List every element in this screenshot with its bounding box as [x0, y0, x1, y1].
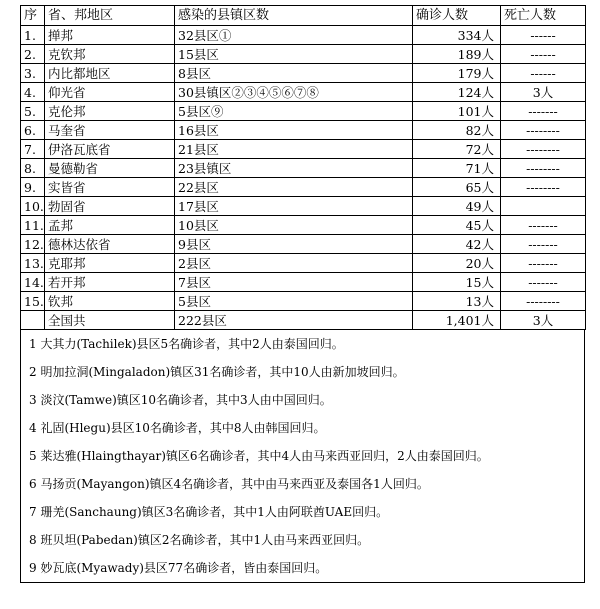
table-row — [21, 178, 586, 197]
row-deaths: ------ — [501, 26, 586, 45]
row-counties: 7县区 — [175, 273, 413, 292]
footnote: 2 明加拉洞(Mingaladon)镇区31名确诊者，其中10人由新加坡回归。 — [29, 365, 405, 379]
row-counties: 21县区 — [175, 140, 413, 159]
row-confirmed: 82人 — [413, 121, 501, 140]
row-index: 7. — [21, 140, 45, 159]
table-row — [21, 235, 586, 254]
row-confirmed: 15人 — [413, 273, 501, 292]
row-confirmed: 72人 — [413, 140, 501, 159]
footnote: 7 珊羌(Sanchaung)镇区3名确诊者，其中1人由阿联酋UAE回归。 — [29, 505, 389, 519]
row-confirmed: 189人 — [413, 45, 501, 64]
row-region: 实皆省 — [45, 178, 175, 197]
row-region: 若开邦 — [45, 273, 175, 292]
row-index: 14. — [21, 273, 45, 292]
table-row — [21, 197, 586, 216]
row-region: 德林达依省 — [45, 235, 175, 254]
row-index: 8. — [21, 159, 45, 178]
row-region: 曼德勒省 — [45, 159, 175, 178]
row-confirmed: 45人 — [413, 216, 501, 235]
cases-table — [20, 5, 586, 330]
row-counties: 5县区 — [175, 292, 413, 311]
total-deaths: 3人 — [501, 311, 586, 330]
footnote: 4 礼固(Hlegu)县区10名确诊者，其中8人由韩国回归。 — [29, 421, 326, 435]
table-row — [21, 45, 586, 64]
row-region: 克耶邦 — [45, 254, 175, 273]
row-index: 6. — [21, 121, 45, 140]
table-row — [21, 254, 586, 273]
row-confirmed: 334人 — [413, 26, 501, 45]
row-confirmed: 124人 — [413, 83, 501, 102]
row-deaths: -------- — [501, 292, 586, 311]
table-row — [21, 159, 586, 178]
row-counties: 16县区 — [175, 121, 413, 140]
table-row — [21, 140, 586, 159]
row-counties: 22县区 — [175, 178, 413, 197]
table-row — [21, 216, 586, 235]
row-counties: 30县镇区②③④⑤⑥⑦⑧ — [175, 83, 413, 102]
row-confirmed: 49人 — [413, 197, 501, 216]
row-deaths: ------ — [501, 45, 586, 64]
row-deaths — [501, 197, 586, 216]
row-region: 马奎省 — [45, 121, 175, 140]
total-index — [21, 311, 45, 330]
row-region: 钦邦 — [45, 292, 175, 311]
row-counties: 8县区 — [175, 64, 413, 83]
row-index: 9. — [21, 178, 45, 197]
row-deaths: ------- — [501, 235, 586, 254]
row-confirmed: 71人 — [413, 159, 501, 178]
row-counties: 17县区 — [175, 197, 413, 216]
row-region: 孟邦 — [45, 216, 175, 235]
row-confirmed: 179人 — [413, 64, 501, 83]
header-index: 序 — [21, 6, 45, 26]
header-region: 省、邦地区 — [45, 6, 175, 26]
row-deaths: -------- — [501, 159, 586, 178]
footnote: 8 班贝坦(Pabedan)镇区2名确诊者，其中1人由马来西亚回归。 — [29, 533, 370, 547]
table-row — [21, 64, 586, 83]
row-region: 掸邦 — [45, 26, 175, 45]
total-confirmed: 1,401人 — [413, 311, 501, 330]
row-index: 1. — [21, 26, 45, 45]
header-confirmed: 确诊人数 — [413, 6, 501, 26]
total-label: 全国共 — [45, 311, 175, 330]
row-confirmed: 65人 — [413, 178, 501, 197]
row-deaths: -------- — [501, 140, 586, 159]
row-counties: 9县区 — [175, 235, 413, 254]
row-region: 伊洛瓦底省 — [45, 140, 175, 159]
table-row — [21, 121, 586, 140]
footnote: 9 妙瓦底(Myawady)县区77名确诊者，皆由泰国回归。 — [29, 561, 328, 575]
row-confirmed: 13人 — [413, 292, 501, 311]
document — [20, 5, 585, 583]
row-confirmed: 20人 — [413, 254, 501, 273]
row-deaths: ------- — [501, 273, 586, 292]
total-counties: 222县区 — [175, 311, 413, 330]
row-deaths: ------- — [501, 102, 586, 121]
row-index: 12. — [21, 235, 45, 254]
row-deaths: -------- — [501, 178, 586, 197]
table-header-row — [21, 6, 586, 26]
row-deaths: ------- — [501, 216, 586, 235]
row-counties: 5县区⑨ — [175, 102, 413, 121]
total-row — [21, 311, 586, 330]
row-index: 10. — [21, 197, 45, 216]
row-index: 11. — [21, 216, 45, 235]
row-confirmed: 42人 — [413, 235, 501, 254]
row-counties: 2县区 — [175, 254, 413, 273]
row-counties: 23县镇区 — [175, 159, 413, 178]
row-region: 勃固省 — [45, 197, 175, 216]
row-deaths: -------- — [501, 121, 586, 140]
row-index: 4. — [21, 83, 45, 102]
header-counties: 感染的县镇区数 — [175, 6, 413, 26]
row-region: 仰光省 — [45, 83, 175, 102]
row-deaths: ------ — [501, 64, 586, 83]
footnote: 5 莱达雅(Hlaingthayar)镇区6名确诊者，其中4人由马来西亚回归，2人由泰国回归。 — [29, 449, 489, 463]
row-counties: 15县区 — [175, 45, 413, 64]
table-row — [21, 83, 586, 102]
table-row — [21, 26, 586, 45]
row-counties: 32县区① — [175, 26, 413, 45]
table-row — [21, 102, 586, 121]
footnote: 3 淡汶(Tamwe)镇区10名确诊者，其中3人由中国回归。 — [29, 393, 332, 407]
header-deaths: 死亡人数 — [501, 6, 586, 26]
row-index: 3. — [21, 64, 45, 83]
row-deaths: ------- — [501, 254, 586, 273]
footnotes — [20, 330, 585, 583]
row-region: 内比都地区 — [45, 64, 175, 83]
cases-table-body — [21, 6, 586, 330]
row-confirmed: 101人 — [413, 102, 501, 121]
row-index: 15. — [21, 292, 45, 311]
row-deaths: 3人 — [501, 83, 586, 102]
table-row — [21, 273, 586, 292]
row-counties: 10县区 — [175, 216, 413, 235]
footnote: 6 马扬贡(Mayangon)镇区4名确诊者，其中由马来西亚及泰国各1人回归。 — [29, 477, 429, 491]
row-region: 克钦邦 — [45, 45, 175, 64]
row-index: 2. — [21, 45, 45, 64]
row-region: 克伦邦 — [45, 102, 175, 121]
table-row — [21, 292, 586, 311]
footnote: 1 大其力(Tachilek)县区5名确诊者，其中2人由泰国回归。 — [29, 337, 344, 351]
row-index: 13. — [21, 254, 45, 273]
row-index: 5. — [21, 102, 45, 121]
